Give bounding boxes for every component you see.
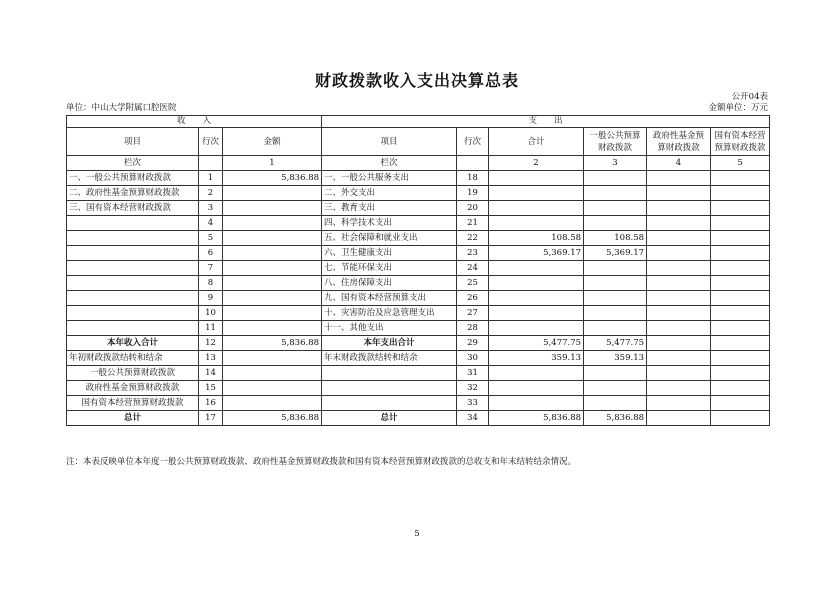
expense-general-budget [584,216,647,231]
table-row [67,336,770,351]
income-item [67,261,199,276]
income-item [67,321,199,336]
income-row-no: 7 [199,261,223,276]
income-row-no: 4 [199,216,223,231]
reporting-unit: 单位：中山大学附属口腔医院 [66,103,177,113]
expense-general-budget: 359.13 [584,351,647,366]
income-amount [223,351,322,366]
income-amount [223,231,322,246]
column-number: 3 [584,156,647,171]
expense-total [489,171,584,186]
expense-total: 5,369.17 [489,246,584,261]
expense-fund-budget [647,186,711,201]
income-item: 一般公共预算财政拨款 [67,366,199,381]
expense-state-capital [711,216,770,231]
expense-general-budget: 5,477.75 [584,336,647,351]
income-item [67,276,199,291]
income-item [67,291,199,306]
expense-state-capital [711,246,770,261]
income-amount: 5,836.88 [223,336,322,351]
expense-fund-budget [647,231,711,246]
income-row-no: 17 [199,411,223,426]
expense-row-no: 19 [457,186,489,201]
header-amount: 金额 [223,128,322,156]
table-row [67,246,770,261]
expense-general-budget: 5,369.17 [584,246,647,261]
income-row-no: 13 [199,351,223,366]
income-item [67,306,199,321]
expense-row-no: 18 [457,171,489,186]
expense-general-budget [584,201,647,216]
expense-total: 359.13 [489,351,584,366]
column-number-label: 栏次 [322,156,457,171]
expense-total [489,366,584,381]
expense-general-budget [584,261,647,276]
header-row-no: 行次 [457,128,489,156]
expense-row-no: 25 [457,276,489,291]
expense-general-budget [584,396,647,411]
income-amount [223,366,322,381]
expense-fund-budget [647,366,711,381]
income-item [67,231,199,246]
income-item [67,246,199,261]
expense-state-capital [711,366,770,381]
income-row-no: 5 [199,231,223,246]
expense-item: 一、一般公共服务支出 [322,171,457,186]
income-amount [223,381,322,396]
income-amount [223,201,322,216]
header-row-no: 行次 [199,128,223,156]
expense-state-capital [711,291,770,306]
expense-total [489,291,584,306]
column-number [457,156,489,171]
form-code: 公开04表 [731,92,768,102]
expense-header: 支 出 [322,116,770,128]
income-item: 政府性基金预算财政拨款 [67,381,199,396]
table-row [67,201,770,216]
expense-row-no: 27 [457,306,489,321]
income-amount [223,276,322,291]
expense-general-budget: 5,836.88 [584,411,647,426]
expense-state-capital [711,381,770,396]
income-item: 国有资本经营预算财政拨款 [67,396,199,411]
expense-state-capital [711,336,770,351]
expense-item: 三、教育支出 [322,201,457,216]
expense-fund-budget [647,291,711,306]
income-item [67,216,199,231]
expense-general-budget [584,366,647,381]
page-title: 财政拨款收入支出决算总表 [314,71,519,90]
expense-total: 5,477.75 [489,336,584,351]
expense-general-budget [584,186,647,201]
expense-item: 总计 [322,411,457,426]
income-item: 年初财政拨款结转和结余 [67,351,199,366]
expense-total [489,276,584,291]
table-row [67,186,770,201]
expense-row-no: 22 [457,231,489,246]
header-general-budget: 一般公共预算财政拨款 [584,128,647,156]
income-row-no: 6 [199,246,223,261]
expense-item: 九、国有资本经营预算支出 [322,291,457,306]
expense-general-budget [584,171,647,186]
column-number: 4 [647,156,711,171]
expense-item: 二、外交支出 [322,186,457,201]
income-amount [223,246,322,261]
income-item: 总计 [67,411,199,426]
expense-item: 本年支出合计 [322,336,457,351]
expense-item: 四、科学技术支出 [322,216,457,231]
expense-row-no: 20 [457,201,489,216]
expense-row-no: 23 [457,246,489,261]
header-item: 项目 [322,128,457,156]
expense-general-budget [584,381,647,396]
income-amount [223,216,322,231]
expense-total [489,306,584,321]
table-row [67,261,770,276]
table-row [67,171,770,186]
expense-item [322,396,457,411]
column-number: 1 [223,156,322,171]
income-amount [223,396,322,411]
expense-state-capital [711,411,770,426]
expense-fund-budget [647,351,711,366]
income-item: 一、一般公共预算财政拨款 [67,171,199,186]
column-number: 2 [489,156,584,171]
currency-unit: 金额单位：万元 [708,103,768,113]
expense-state-capital [711,261,770,276]
income-row-no: 1 [199,171,223,186]
expense-item: 六、卫生健康支出 [322,246,457,261]
expense-item: 十一、其他支出 [322,321,457,336]
expense-fund-budget [647,246,711,261]
table-row [67,231,770,246]
income-amount: 5,836.88 [223,171,322,186]
expense-total [489,201,584,216]
income-row-no: 2 [199,186,223,201]
expense-general-budget [584,276,647,291]
income-row-no: 8 [199,276,223,291]
expense-item: 七、节能环保支出 [322,261,457,276]
expense-row-no: 26 [457,291,489,306]
income-amount [223,306,322,321]
income-item: 本年收入合计 [67,336,199,351]
table-row [67,321,770,336]
expense-general-budget [584,306,647,321]
expense-total [489,216,584,231]
column-number-label: 栏次 [67,156,199,171]
income-row-no: 10 [199,306,223,321]
expense-row-no: 30 [457,351,489,366]
column-number [199,156,223,171]
expense-total [489,186,584,201]
income-row-no: 16 [199,396,223,411]
column-number: 5 [711,156,770,171]
expense-fund-budget [647,261,711,276]
income-amount [223,291,322,306]
expense-row-no: 32 [457,381,489,396]
income-item: 二、政府性基金预算财政拨款 [67,186,199,201]
expense-state-capital [711,351,770,366]
income-row-no: 15 [199,381,223,396]
expense-state-capital [711,396,770,411]
income-header: 收 入 [67,116,322,128]
expense-fund-budget [647,336,711,351]
expense-row-no: 24 [457,261,489,276]
income-amount: 5,836.88 [223,411,322,426]
expense-state-capital [711,231,770,246]
expense-fund-budget [647,171,711,186]
expense-item [322,381,457,396]
table-row [67,291,770,306]
income-amount [223,321,322,336]
expense-row-no: 28 [457,321,489,336]
expense-fund-budget [647,201,711,216]
expense-total [489,321,584,336]
income-row-no: 12 [199,336,223,351]
expense-row-no: 29 [457,336,489,351]
footnote: 注：本表反映单位本年度一般公共预算财政拨款、政府性基金预算财政拨款和国有资本经营预算财政拨款的总收支和年末结转结余情况。 [66,457,577,467]
expense-state-capital [711,321,770,336]
table-row [67,276,770,291]
expense-state-capital [711,306,770,321]
expense-fund-budget [647,396,711,411]
expense-total: 5,836.88 [489,411,584,426]
income-row-no: 11 [199,321,223,336]
expense-general-budget [584,321,647,336]
expense-item: 年末财政拨款结转和结余 [322,351,457,366]
expense-fund-budget [647,276,711,291]
income-amount [223,186,322,201]
income-row-no: 9 [199,291,223,306]
expense-state-capital [711,186,770,201]
expense-item [322,366,457,381]
expense-fund-budget [647,306,711,321]
summary-table [66,115,770,426]
expense-item: 八、住房保障支出 [322,276,457,291]
income-row-no: 3 [199,201,223,216]
table-row [67,216,770,231]
expense-row-no: 21 [457,216,489,231]
expense-general-budget [584,291,647,306]
table-row [67,381,770,396]
expense-item: 五、社会保障和就业支出 [322,231,457,246]
expense-total: 108.58 [489,231,584,246]
header-item: 项目 [67,128,199,156]
expense-row-no: 31 [457,366,489,381]
expense-fund-budget [647,216,711,231]
table-row [67,396,770,411]
expense-row-no: 33 [457,396,489,411]
expense-total [489,261,584,276]
expense-total [489,381,584,396]
table-row [67,306,770,321]
table-row [67,366,770,381]
expense-general-budget: 108.58 [584,231,647,246]
expense-total [489,396,584,411]
expense-state-capital [711,171,770,186]
income-row-no: 14 [199,366,223,381]
header-state-capital: 国有资本经营预算财政拨款 [711,128,770,156]
expense-fund-budget [647,321,711,336]
expense-state-capital [711,201,770,216]
header-fund-budget: 政府性基金预算财政拨款 [647,128,711,156]
page-number: 5 [414,529,420,539]
expense-state-capital [711,276,770,291]
expense-row-no: 34 [457,411,489,426]
header-total: 合计 [489,128,584,156]
income-amount [223,261,322,276]
expense-item: 十、灾害防治及应急管理支出 [322,306,457,321]
expense-fund-budget [647,411,711,426]
income-item: 三、国有资本经营财政拨款 [67,201,199,216]
table-row [67,411,770,426]
expense-fund-budget [647,381,711,396]
table-row [67,351,770,366]
